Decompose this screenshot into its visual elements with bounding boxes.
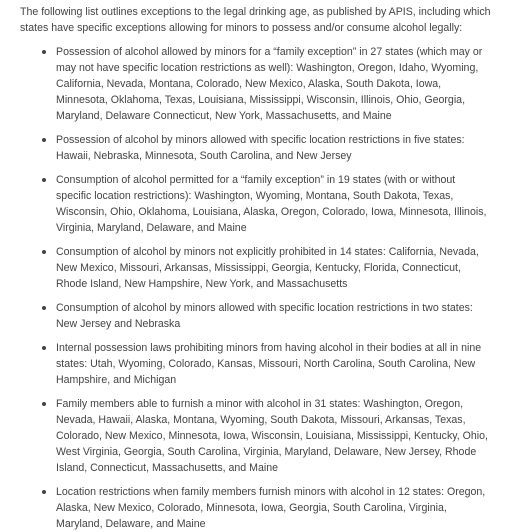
list-item <box>42 132 491 164</box>
list-item-text: Consumption of alcohol by minors allowed with specific location restrictions in two states: New Jersey and Nebraska <box>56 302 473 330</box>
list-item-text: Possession of alcohol allowed by minors for a “family exception” in 27 states (which may or may not have specific location restrictions as well): Washington, Oregon, Idaho, Wyoming, California, Nevada, Montana, Colorado, New Mexico, Alaska, South Dakota, Iowa, Minnesota, Oklahoma, Texas, Louisiana, Mississippi, Wisconsin, Illinois, Ohio, Georgia, Maryland, Delaware Connecticut, New York, Massachusetts, and Maine <box>56 46 483 122</box>
bullet-icon <box>42 178 46 182</box>
bullet-icon <box>42 306 46 310</box>
exceptions-list <box>20 44 491 532</box>
list-item-text: Consumption of alcohol permitted for a “family exception” in 19 states (with or without specific location restrictions): Washington, Wyoming, Montana, South Dakota, Texas, Wisconsin, Ohio, Oklahoma, Louisiana, Alaska, Oregon, Colorado, Iowa, Minnesota, Illinois, Virginia, Maryland, Delaware, and Maine <box>56 174 487 234</box>
list-item-text: Consumption of alcohol by minors not explicitly prohibited in 14 states: California, Nevada, New Mexico, Missouri, Arkansas, Mississippi, Georgia, Kentucky, Florida, Connecticut, Rhode Island, New Hampshire, New York, and Massachusetts <box>56 246 479 290</box>
bullet-icon <box>42 346 46 350</box>
bullet-icon <box>42 50 46 54</box>
list-item-text: Possession of alcohol by minors allowed with specific location restrictions in five states: Hawaii, Nebraska, Minnesota, South Carolina, and New Jersey <box>56 134 465 162</box>
list-item <box>42 484 491 532</box>
list-item <box>42 244 491 292</box>
bullet-icon <box>42 490 46 494</box>
bullet-icon <box>42 250 46 254</box>
list-item <box>42 172 491 236</box>
bullet-icon <box>42 138 46 142</box>
list-item-text: Family members able to furnish a minor with alcohol in 31 states: Washington, Oregon, Nevada, Hawaii, Alaska, Montana, Wyoming, South Dakota, Missouri, Arkansas, Texas, Colorado, New Mexico, Minnesota, Iowa, Wisconsin, Louisiana, Mississippi, Kentucky, Ohio, West Virginia, Georgia, South Carolina, Virginia, Maryland, Delaware, New Jersey, Rhode Island, Connecticut, Massachusetts, and Maine <box>56 398 488 474</box>
list-item <box>42 340 491 388</box>
list-item <box>42 44 491 124</box>
list-item <box>42 300 491 332</box>
bullet-icon <box>42 402 46 406</box>
list-item <box>42 396 491 476</box>
list-item-text: Internal possession laws prohibiting minors from having alcohol in their bodies at all in nine states: Utah, Wyoming, Colorado, Kansas, Missouri, North Carolina, South Carolina, New Hampshire, and Michigan <box>56 342 482 386</box>
intro-paragraph: The following list outlines exceptions to the legal drinking age, as published by APIS, including which states have specific exceptions allowing for minors to possess and/or consume alcohol legally: <box>20 6 491 34</box>
list-item-text: Location restrictions when family members furnish minors with alcohol in 12 states: Oregon, Alaska, New Mexico, Colorado, Minnesota, Iowa, Georgia, South Carolina, Virginia, Maryland, Delaware, and Maine <box>56 486 486 530</box>
